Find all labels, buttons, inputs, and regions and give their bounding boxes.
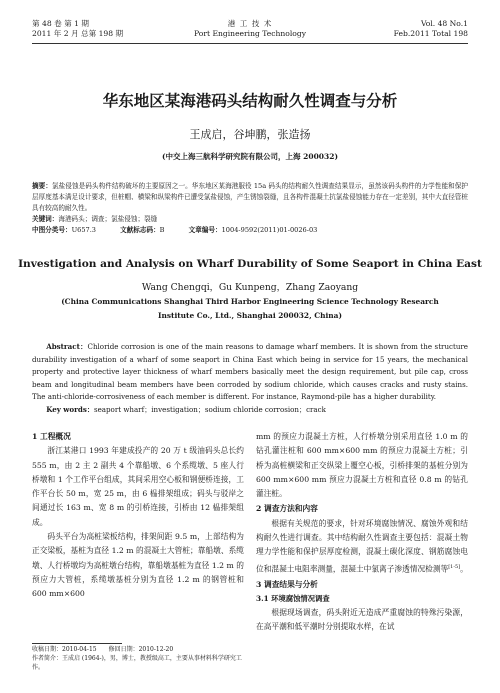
authors-en: Wang Chengqi，Gu Kunpeng，Zhang Zaoyang (141, 282, 359, 293)
keywords-en-label: Key words： (46, 404, 94, 414)
article-title-cn: 华东地区某海港码头结构耐久性调查与分析 (102, 92, 398, 110)
doc-code: B (159, 226, 165, 234)
header-rule (32, 43, 468, 44)
affiliation-en-line1: (China Communications Shanghai Third Harbor Engineering Science Technology Research (61, 297, 439, 306)
article-no-label: 文章编号： (188, 226, 222, 234)
classification-line (32, 225, 468, 236)
abstract-cn-label: 摘要： (32, 182, 52, 190)
volume-issue: 第 48 卷 第 1 期 (32, 19, 89, 28)
issue-date: 2011 年 2 月 总第 198 期 (32, 29, 124, 38)
footnotes (32, 645, 244, 672)
abstract-cn (32, 181, 468, 236)
abstract-cn-text: 氯盐侵蚀是码头构件结构破坏的主要原因之一。华东地区某海港服役 15a 码头的结构耐久性调查结果显示，虽然该码头构件的力学性能和保护层厚度基本满足设计要求，但桩帽、横梁和纵梁构件已遭受氯盐侵蚀，产生锈蚀裂缝，且各构件混凝土抗氯盐侵蚀能力存在一定差别，其中大直径管桩具有较高的耐久性。 (32, 182, 469, 212)
abstract-en-text: Chloride corrosion is one of the main reasons to damage wharf members. It is shown from the structure durability investigation of a wharf of some seaport in China East which being in service for 15 years, the mechanical property and protective layer thickness of wharf members basically meet the design requirement, but pile cap, cross beam and longitudinal beam members have been corroded by sodium chloride, which causes cracks and rusty stains. The anti-chloride-corrosiveness of each member is different. For instance, Raymond-pile has a higher durability. (32, 342, 468, 402)
article-title-en: Investigation and Analysis on Wharf Durability of Some Seaport in China East (18, 258, 482, 270)
author-bio: 作者简介：王成启 (1964-)，男，博士，教授级高工，主要从事材料科学研究工作。 (32, 655, 242, 671)
section-1-heading: 1 工程概况 (32, 432, 71, 441)
keywords-cn: 海港码头；调查；氯盐侵蚀；裂缝 (58, 215, 158, 223)
article-number: 1004-9592(2011)01-0026-03 (221, 226, 318, 234)
section-3-heading: 3 调查结果与分析 (256, 579, 318, 589)
body-column-right (256, 430, 468, 635)
citation-ref: [1-5] (448, 563, 461, 570)
abstract-en (32, 341, 468, 417)
body-column-left (32, 430, 244, 602)
authors-cn: 王成启，谷坤鹏，张造扬 (189, 128, 311, 141)
abstract-en-label: Abstract： (46, 342, 88, 351)
section-2-paragraph: 根据有关规范的要求，针对环境腐蚀情况、腐蚀外观和结构耐久性进行调查。其中结构耐久性调查主要包括：混凝土物理力学性能和保护层厚度检测，混凝土碳化深度、钢筋腐蚀电位和混凝土电阻率测量，混凝土中氯离子渗透情况检测等[1-5]。 (256, 518, 468, 574)
journal-name-cn: 港 工 技 术 (227, 19, 273, 28)
keywords-cn-label: 关键词： (32, 215, 59, 223)
affiliation-en (0, 295, 500, 323)
section-3-1-heading: 3.1 环境腐蚀情况调查 (256, 593, 330, 603)
section-1-paragraph-1: 浙江某港口 1993 年建成投产的 20 万 t 级油码头总长约 555 m，由 2 主 2 副共 4 个靠船墩、6 个系缆墩、5 座人行桥墩和 1 个工作平台组成，其间采用空心板和钢便桥连接，工作平台长 50 m，宽 25 m，由 6 榀排架组成；码头与驳岸之间通过长 163 m、宽 8 m 的引桥连接，引桥由 12 榀排架组成。 (32, 446, 244, 527)
received-date: 收稿日期：2010-04-15 修回日期：2010-12-20 (32, 646, 174, 653)
section-1-paragraph-2: 码头平台为高桩梁板结构，排架间距 9.5 m，上部结构为正交梁板，基桩为直径 1.2 m 的混凝土大管桩；靠船墩、系缆墩、人行桥墩均为高桩墩台结构，靠船墩基桩为直径 1.2 m 的预应力大管桩，系缆墩基桩分别为直径 1.2 m 的钢管桩和 600 mm×600 (32, 532, 244, 599)
volume-issue-en: Vol. 48 No.1 (420, 19, 468, 28)
issue-date-en: Feb.2011 Total 198 (393, 29, 468, 38)
journal-name-en: Port Engineering Technology (193, 29, 307, 38)
affiliation-cn: (中交上海三航科学研究院有限公司，上海 200032) (161, 152, 339, 161)
section-2-text: 根据有关规范的要求，针对环境腐蚀情况、腐蚀外观和结构耐久性进行调查。其中结构耐久性调查主要包括：混凝土物理力学性能和保护层厚度检测，混凝土碳化深度、钢筋腐蚀电位和混凝土电阻率测量，混凝土中氯离子渗透情况检测等 (256, 518, 468, 574)
issue-info-en (394, 19, 468, 39)
affiliation-en-line2: Institute Co., Ltd., Shanghai 200032, China) (158, 311, 342, 320)
section-1-continuation: mm 的预应力混凝土方桩，人行桥墩分别采用直径 1.0 m 的钻孔灌注桩和 600 mm×600 mm 的预应力混凝土方桩；引桥为高桩横梁和正交纵梁上覆空心板，引桥排架的基桩分别为 600 mm×600 mm 预应力混凝土方桩和直径 0.8 m 的钻孔灌注桩。 (256, 432, 468, 499)
clc-number: U657.3 (71, 226, 96, 234)
doc-code-label: 文献标志码： (120, 226, 160, 234)
section-3-1-paragraph: 根据现场调查，码头附近无造成严重腐蚀的特殊污染源，在高平潮和低平潮时分别提取水样，在试 (256, 608, 468, 632)
section-2-heading: 2 调查方法和内容 (256, 504, 318, 514)
footnote-rule (32, 643, 122, 644)
keywords-en: seaport wharf；investigation；sodium chloride corrosion；crack (93, 404, 326, 414)
clc-label: 中图分类号： (32, 226, 72, 234)
